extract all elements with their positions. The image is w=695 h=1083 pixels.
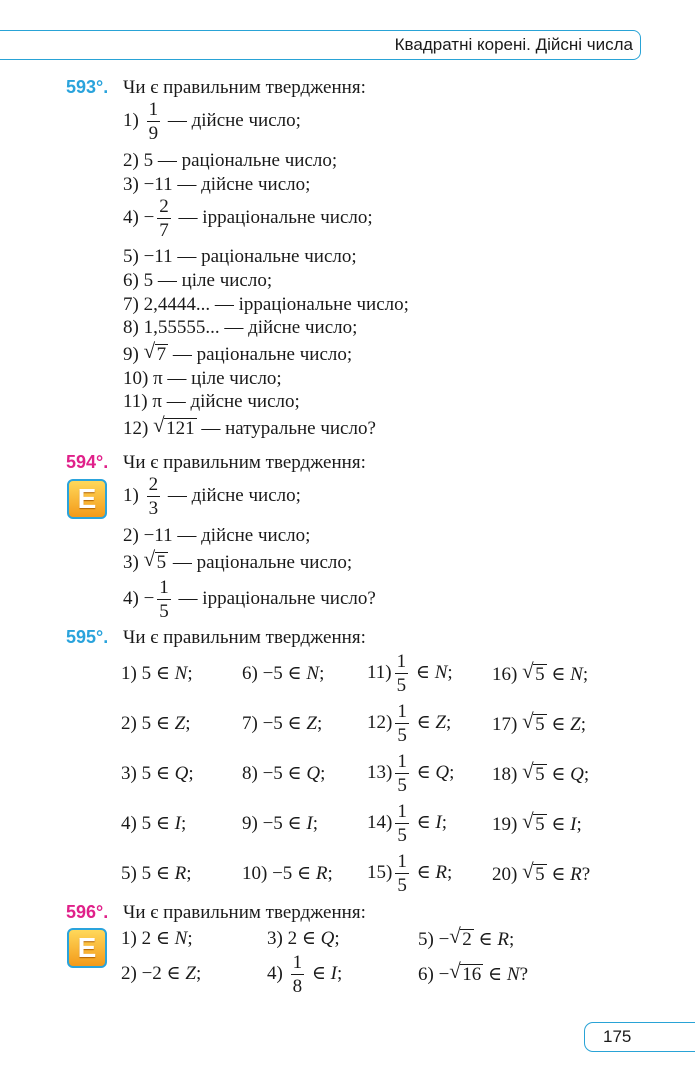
- exercise-595-item-20: 20) √ 5 ∈ R?: [492, 859, 591, 885]
- fraction: $\frac{2}{7}$: [159, 196, 169, 241]
- exercise-593-item-2: 2) 5 — раціональне число;: [123, 150, 338, 171]
- exercise-595-item-11: 11) $\frac{1}{5}$ ∈ N;: [367, 651, 453, 696]
- square-root: √ 5: [143, 547, 167, 573]
- exercise-593-item-5: 5) −11 — раціональне число;: [123, 246, 357, 267]
- exercise-593-item-11: 11) π — дійсне число;: [123, 391, 300, 412]
- exercise-595-item-1: 1) 5 ∈ N;: [121, 663, 193, 684]
- exercise-593-item-8: 8) 1,55555... — дійсне число;: [123, 317, 358, 338]
- square-root: √ 16: [449, 959, 482, 985]
- exercise-594-item-1: 1) $\frac{2}{3}$ — дійсне число;: [123, 474, 301, 519]
- level-e-badge: Е: [67, 479, 107, 519]
- exercise-593-item-4: 4) − $\frac{2}{7}$ — ірраціональне число;: [123, 196, 373, 241]
- exercise-595-item-9: 9) −5 ∈ I;: [242, 813, 318, 834]
- square-root: √ 121: [153, 413, 195, 439]
- exercise-593-item-10: 10) π — ціле число;: [123, 368, 282, 389]
- exercise-596-number: 596°.: [66, 902, 109, 922]
- exercise-595-item-2: 2) 5 ∈ Z;: [121, 713, 191, 734]
- square-root: √ 5: [522, 709, 545, 735]
- square-root: √ 2: [449, 924, 472, 950]
- fraction: $\frac{1}{5}$: [397, 751, 407, 796]
- page-header-title: Квадратні корені. Дійсні числа: [394, 35, 633, 54]
- exercise-593-item-6: 6) 5 — ціле число;: [123, 270, 273, 291]
- exercise-595-item-13: 13) $\frac{1}{5}$ ∈ Q;: [367, 751, 455, 796]
- exercise-595-item-16: 16) √ 5 ∈ N;: [492, 659, 589, 685]
- exercise-594-item-3: 3) √ 5 — раціональне число;: [123, 547, 353, 573]
- exercise-595-prompt: Чи є правильним твердження:: [123, 627, 366, 648]
- page-number-frame: [584, 1022, 695, 1052]
- exercise-595-item-18: 18) √ 5 ∈ Q;: [492, 759, 590, 785]
- exercise-595-item-4: 4) 5 ∈ I;: [121, 813, 187, 834]
- exercise-595-item-5: 5) 5 ∈ R;: [121, 863, 192, 884]
- square-root: √ 7: [143, 339, 167, 365]
- square-root: √ 5: [522, 759, 545, 785]
- exercise-594-prompt: Чи є правильним твердження:: [123, 452, 366, 473]
- exercise-596-prompt: Чи є правильним твердження:: [123, 902, 366, 923]
- fraction: $\frac{1}{8}$: [292, 952, 303, 997]
- exercise-593-item-7: 7) 2,4444... — ірраціональне число;: [123, 294, 409, 315]
- level-e-badge: Е: [67, 928, 107, 968]
- exercise-595-item-6: 6) −5 ∈ N;: [242, 663, 325, 684]
- exercise-595-item-3: 3) 5 ∈ Q;: [121, 763, 194, 784]
- exercise-595-item-17: 17) √ 5 ∈ Z;: [492, 709, 587, 735]
- exercise-594-number: 594°.: [66, 452, 109, 472]
- exercise-593-item-1: 1) $\frac{1}{9}$ — дійсне число;: [123, 99, 301, 144]
- fraction: $\frac{2}{3}$: [148, 474, 159, 519]
- exercise-595-item-19: 19) √ 5 ∈ I;: [492, 809, 582, 835]
- exercise-595-item-15: 15) $\frac{1}{5}$ ∈ R;: [367, 851, 453, 896]
- fraction: $\frac{1}{5}$: [159, 577, 169, 622]
- fraction: $\frac{1}{5}$: [397, 801, 407, 846]
- exercise-593-item-9: 9) √ 7 — раціональне число;: [123, 339, 353, 365]
- exercise-596-item-4: 4) $\frac{1}{8}$ ∈ I;: [267, 952, 343, 997]
- square-root: √ 5: [522, 659, 545, 685]
- square-root: √ 5: [522, 859, 545, 885]
- exercise-594-item-2: 2) −11 — дійсне число;: [123, 525, 311, 546]
- exercise-593-number: 593°.: [66, 77, 109, 97]
- exercise-595-item-12: 12) $\frac{1}{5}$ ∈ Z;: [367, 701, 452, 746]
- fraction: $\frac{1}{5}$: [397, 851, 407, 896]
- exercise-595-item-10: 10) −5 ∈ R;: [242, 863, 333, 884]
- exercise-595-number: 595°.: [66, 627, 109, 647]
- exercise-594-item-4: 4) − $\frac{1}{5}$ — ірраціональне число?: [123, 577, 376, 622]
- exercise-595-item-8: 8) −5 ∈ Q;: [242, 763, 326, 784]
- exercise-596-item-6: 6) − √ 16 ∈ N?: [418, 959, 528, 985]
- fraction: $\frac{1}{5}$: [397, 701, 407, 746]
- exercise-595-item-14: 14) $\frac{1}{5}$ ∈ I;: [367, 801, 448, 846]
- exercise-596-item-1: 1) 2 ∈ N;: [121, 928, 193, 949]
- exercise-596-item-2: 2) −2 ∈ Z;: [121, 963, 202, 984]
- exercise-596-item-3: 3) 2 ∈ Q;: [267, 928, 340, 949]
- exercise-596-item-5: 5) − √ 2 ∈ R;: [418, 924, 515, 950]
- square-root: √ 5: [522, 809, 545, 835]
- fraction: $\frac{1}{5}$: [396, 651, 407, 696]
- exercise-593-prompt: Чи є правильним твердження:: [123, 77, 366, 98]
- page-number: 175: [603, 1027, 632, 1046]
- fraction: $\frac{1}{9}$: [148, 99, 159, 144]
- exercise-593-item-12: 12) √ 121 — натуральне число?: [123, 413, 376, 439]
- exercise-595-item-7: 7) −5 ∈ Z;: [242, 713, 323, 734]
- exercise-593-item-3: 3) −11 — дійсне число;: [123, 174, 311, 195]
